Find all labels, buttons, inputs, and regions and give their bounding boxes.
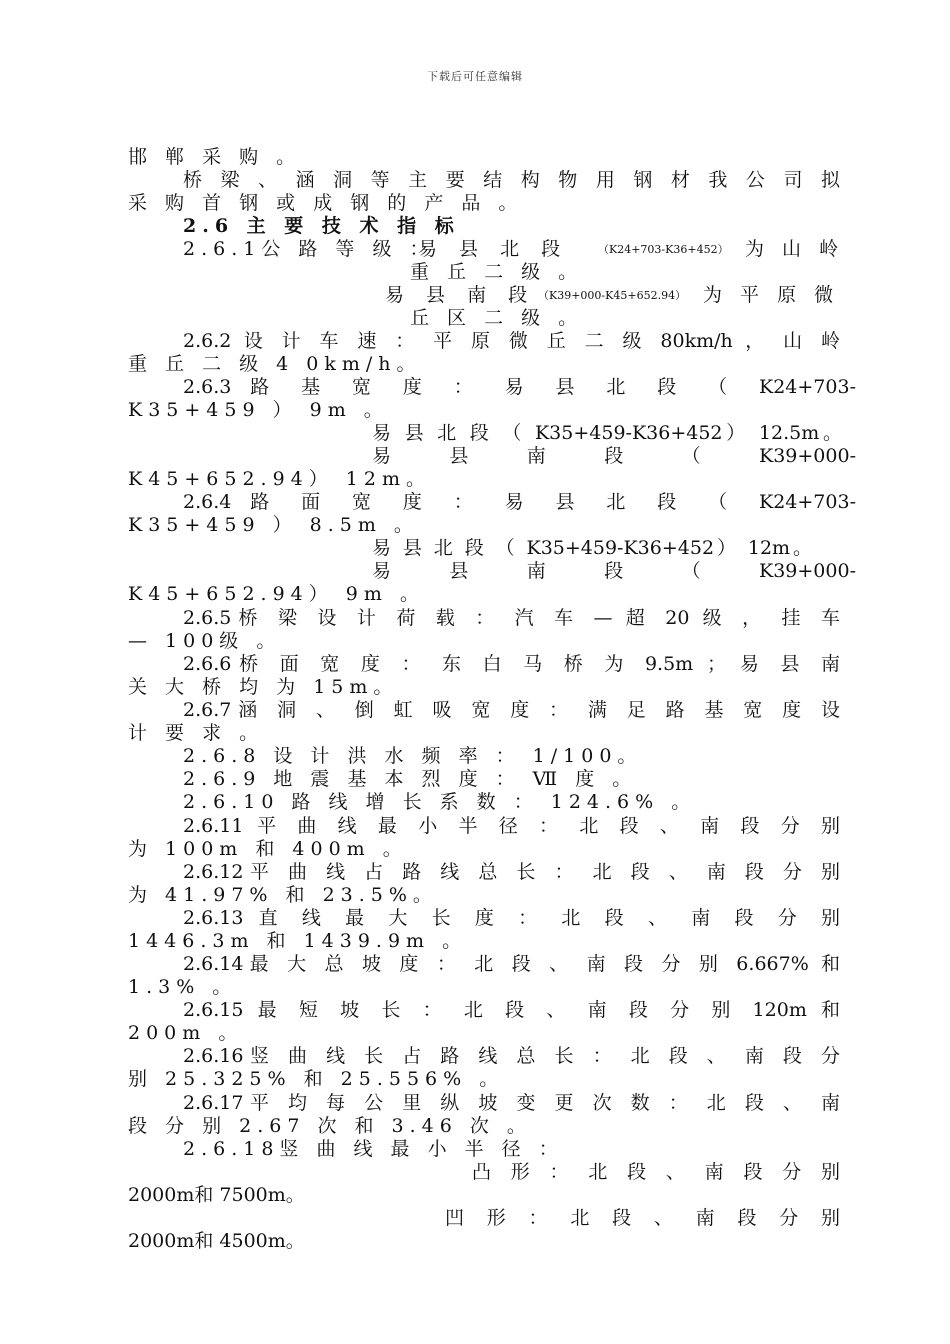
text-line: 1446.3m 和 1439.9m 。: [128, 930, 468, 952]
text-line: （K24+703-K36+452）: [598, 243, 729, 256]
text-line: 凸 形 ： 北 段 、 南 段 分 别: [472, 1161, 840, 1183]
text-line: 凹 形 ： 北 段 、 南 段 分 别: [445, 1207, 840, 1229]
text-line: K45+652.94） 9m 。: [128, 583, 425, 605]
text-line: 段 分 别 2.67 次 和 3.46 次 。: [128, 1115, 532, 1137]
text-line: 易 县 北 段 （ K35+459-K36+452） 12m。: [372, 537, 812, 559]
text-line: 为 41.97% 和 23.5%。: [128, 884, 438, 906]
text-line: 2.6.1公 路 等 级 ：: [183, 238, 435, 260]
text-line: K35+459 ） 8.5m 。: [128, 514, 419, 536]
text-line: 2.6.9 地 震 基 本 烈 度 ： Ⅶ 度 。: [183, 768, 638, 790]
text-line: 2.6.4 路 面 宽 度 ： 易 县 北 段 （ K24+703-: [183, 491, 856, 513]
text-line: 2.6.16竖 曲 线 长 占 路 线 总 长 ： 北 段 、 南 段 分: [183, 1045, 840, 1067]
text-line: 采 购 首 钢 或 成 钢 的 产 品 。: [128, 192, 524, 214]
text-line: 重 丘 二 级 。: [410, 261, 584, 283]
text-line: 关 大 桥 均 为 15m。: [128, 676, 399, 698]
text-line: 为 平 原 微: [703, 284, 840, 306]
text-line: 2.6.3 路 基 宽 度 ： 易 县 北 段 （ K24+703-: [183, 376, 856, 398]
section-heading: 2.6 主 要 技 术 指 标: [183, 215, 460, 237]
text-line: 2.6.10 路 线 增 长 系 数 ： 124.6% 。: [183, 791, 697, 813]
text-line: （K39+000-K45+652.94）: [538, 289, 687, 302]
text-line: 2.6.11 平 曲 线 最 小 半 径 ： 北 段 、 南 段 分 别: [183, 815, 840, 837]
text-line: 别 25.325% 和 25.556% 。: [128, 1068, 505, 1090]
text-line: 2.6.13 直 线 最 大 长 度 ： 北 段 、 南 段 分 别: [183, 907, 840, 929]
text-line: 为 山 岭: [745, 238, 845, 260]
text-line: 2000m和 7500m。: [128, 1184, 305, 1206]
text-line: 易 县 南 段 （ K39+000-: [372, 445, 856, 467]
text-line: 2000m和 4500m。: [128, 1230, 305, 1252]
text-line: 易 县 南 段: [385, 284, 536, 306]
text-line: 2.6.5桥 梁 设 计 荷 载 ： 汽 车 — 超 20 级 ， 挂 车: [183, 607, 840, 629]
text-line: 2.6.14最 大 总 坡 度 ： 北 段 、 南 段 分 别 6.667% 和: [183, 953, 840, 975]
text-line: 重 丘 二 级 4 0km/h。: [128, 353, 422, 375]
text-line: 2.6.12平 曲 线 占 路 线 总 长 ： 北 段 、 南 段 分 别: [183, 861, 840, 883]
text-line: 易 县 南 段 （ K39+000-: [372, 560, 856, 582]
text-line: 2.6.7涵 洞 、 倒 虹 吸 宽 度 ： 满 足 路 基 宽 度 设: [183, 699, 840, 721]
text-line: 200m 。: [128, 1022, 244, 1044]
text-line: 2.6.8 设 计 洪 水 频 率 ： 1/100。: [183, 745, 643, 767]
text-line: 易 县 北 段: [418, 238, 569, 260]
text-line: 邯 郸 采 购 。: [128, 146, 302, 168]
text-line: 计 要 求 。: [128, 722, 265, 744]
text-line: — 100级 。: [128, 630, 282, 652]
text-line: 易 县 北 段 （ K35+459-K36+452） 12.5m。: [372, 422, 842, 444]
text-line: 2.6.15 最 短 坡 长 ： 北 段 、 南 段 分 别 120m 和: [183, 999, 840, 1021]
text-line: 1.3% 。: [128, 976, 238, 998]
text-line: 2.6.6桥 面 宽 度 ： 东 白 马 桥 为 9.5m ； 易 县 南: [183, 653, 840, 675]
text-line: 2.6.2 设 计 车 速 ： 平 原 微 丘 二 级 80km/h ， 山 岭: [183, 330, 840, 352]
text-line: K35+459 ） 9m 。: [128, 399, 389, 421]
text-line: 2.6.17平 均 每 公 里 纵 坡 变 更 次 数 ： 北 段 、 南: [183, 1092, 840, 1114]
page-header: 下载后可任意编辑: [427, 70, 523, 83]
text-line: 2.6.18竖 曲 线 最 小 半 径 ：: [183, 1138, 564, 1160]
text-line: 桥 梁 、 涵 洞 等 主 要 结 构 物 用 钢 材 我 公 司 拟: [183, 169, 840, 191]
text-line: K45+652.94） 12m。: [128, 468, 432, 490]
text-line: 丘 区 二 级 。: [410, 307, 584, 329]
text-line: 为 100m 和 400m 。: [128, 838, 408, 860]
